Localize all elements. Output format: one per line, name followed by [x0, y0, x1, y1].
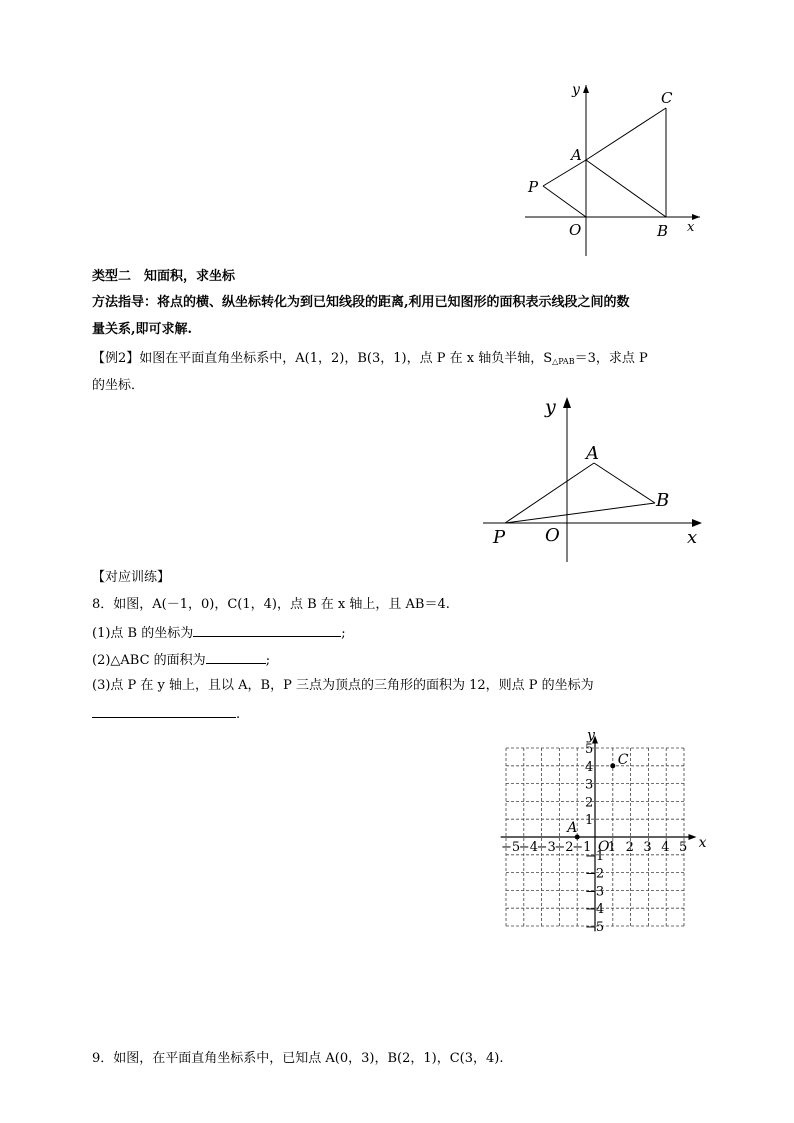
q8-part3: (3)点 P 在 y 轴上，且以 A，B，P 三点为顶点的三角形的面积为 12，则点 P 的坐标为 [92, 678, 594, 693]
grid-x-arrow [688, 834, 696, 840]
fig1-label-y: y [572, 82, 580, 98]
fig1-label-P: P [528, 178, 539, 196]
grid-x-tick-label: 3 [643, 840, 652, 855]
grid-x-tick-label: −3 [536, 840, 556, 855]
grid-y-tick-label: 5 [585, 742, 594, 757]
example2-line-2: 的坐标． [92, 378, 145, 393]
q9-stem: 9．如图，在平面直角坐标系中，已知点 A(0，3)，B(2，1)，C(3，4). [92, 1051, 504, 1066]
grid-y-label: y [587, 727, 595, 744]
grid-x-label: x [698, 835, 707, 851]
grid-x-tick-label: −2 [554, 840, 574, 855]
grid-y-tick-label: 4 [585, 759, 594, 775]
example2-sub: △PAB [552, 357, 575, 366]
grid-point-label-A: A [567, 820, 578, 836]
grid-x-tick-label: −5 [501, 840, 521, 855]
section-title: 类型二 知面积，求坐标 [92, 269, 236, 284]
training-heading: 【对应训练】 [92, 570, 171, 585]
fig1-label-A: A [571, 146, 582, 164]
grid-y-tick-label: −5 [585, 920, 605, 935]
grid-y-tick-label: −2 [585, 866, 605, 882]
fig2-label-x: x [687, 527, 698, 548]
grid-x-tick-label: 1 [607, 840, 617, 855]
grid-x-tick-label: 5 [679, 840, 688, 855]
fig2-label-B: B [656, 490, 670, 511]
grid-y-tick-label: 1 [585, 813, 594, 829]
q8-part2-label: (2)△ABC 的面积为 [92, 653, 206, 668]
q8-part2-end: ; [265, 653, 271, 668]
grid-x-tick-label: −1 [572, 840, 592, 855]
grid-x-tick-label: −4 [518, 840, 538, 855]
q8-part3-end: . [236, 707, 241, 722]
q8-stem: 8．如图，A(－1，0)，C(1，4)，点 B 在 x 轴上，且 AB＝4. [92, 597, 450, 612]
grid-y-tick-label: 3 [585, 777, 594, 793]
fig1-label-O: O [569, 221, 582, 239]
method-text-1: 将点的横、纵坐标转化为到已知线段的距离,利用已知图形的面积表示线段之间的数 [157, 295, 630, 310]
grid-point-label-C: C [617, 751, 629, 768]
fig2-label-A: A [586, 443, 599, 464]
grid-y-tick-label: −3 [585, 884, 605, 900]
q8-part1-end: ; [341, 626, 346, 641]
grid-y-tick-label: −1 [585, 848, 605, 864]
grid-x-tick-label: 2 [625, 840, 634, 855]
fig2-label-y: y [545, 396, 556, 418]
grid-x-tick-label: 4 [661, 840, 670, 855]
grid-origin-label: O [598, 839, 610, 855]
grid-y-tick-label: 2 [585, 795, 594, 811]
grid-point-C [610, 763, 615, 768]
fig1-label-B: B [657, 222, 669, 240]
q8-part1-label: (1)点 B 的坐标为 [92, 626, 194, 641]
fig1-label-x: x [687, 220, 695, 235]
fig2-label-O: O [545, 525, 560, 546]
fig2-label-P: P [493, 527, 506, 548]
method-line-2: 量关系,即可求解. [92, 322, 193, 337]
fig1-label-C: C [661, 89, 673, 107]
example2-lead: 【例2】 [92, 351, 140, 366]
method-lead: 方法指导： [92, 295, 158, 310]
grid-y-tick-label: −4 [585, 902, 605, 918]
example2-text-b: ＝3，求点 P [574, 351, 648, 366]
example2-text-a: 如图在平面直角坐标系中，A(1，2)，B(3，1)，点 P 在 x 轴负半轴，S [139, 351, 553, 366]
